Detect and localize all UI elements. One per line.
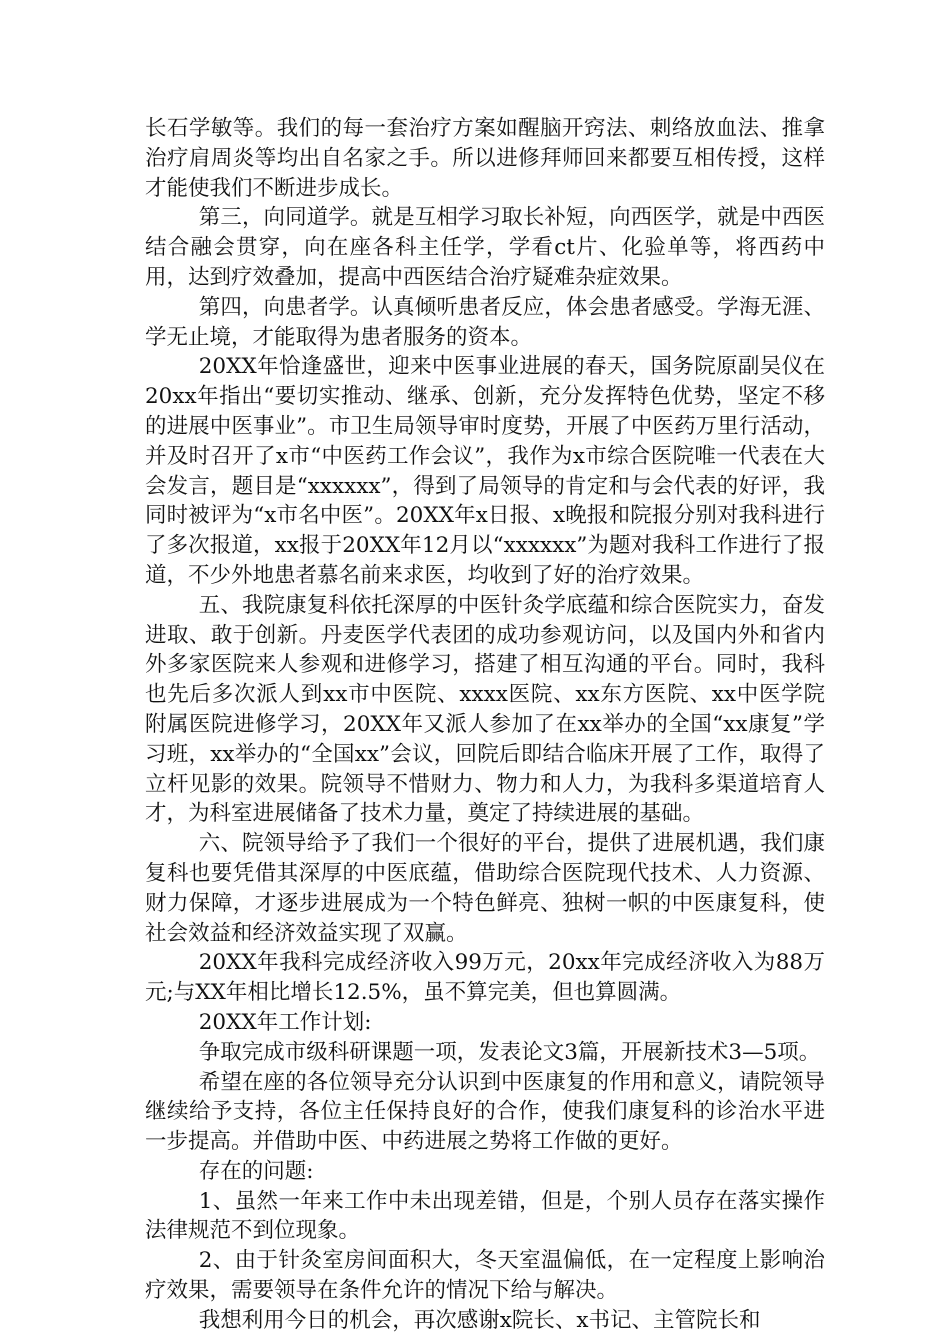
paragraph-fourth-point: 第四，向患者学。认真倾听患者反应，体会患者感受。学海无涯、学无止境，才能取得为患者服务的资本。 — [145, 294, 825, 350]
paragraph-third-point: 第三，向同道学。就是互相学习取长补短，向西医学，就是中西医结合融会贯穿，向在座各科主任学，学看ct片、化验单等，将西药中用，达到疗效叠加，提高中西医结合治疗疑难杂症效果。 — [145, 205, 825, 290]
heading-problems: 存在的问题: — [198, 1158, 314, 1184]
paragraph-year-review: 20XX年恰逢盛世，迎来中医事业进展的春天，国务院原副吴仪在20xx年指出“要切实推动、继承、创新，充分发挥特色优势，坚定不移的进展中医事业”。市卫生局领导审时度势，开展了中医药万里行活动，并及时召开了x市“中医药工作会议”，我作为x市综合医院唯一代表在大会发言，题目是“xxxxxx”，得到了局领导的肯定和与会代表的好评，我同时被评为“x市名中医”。20XX年x日报、x晚报和院报分别对我科进行了多次报道，xx报于20XX年12月以“xxxxxx”为题对我科工作进行了报道，不少外地患者慕名前来求医，均收到了好的治疗效果。 — [145, 354, 825, 588]
paragraph-section-six: 六、院领导给予了我们一个很好的平台，提供了进展机遇，我们康复科也要凭借其深厚的中医底蕴，借助综合医院现代技术、人力资源、财力保障，才逐步进展成为一个特色鲜亮、独树一帜的中医康复科，使社会效益和经济效益实现了双赢。 — [145, 831, 825, 946]
document-body — [145, 114, 825, 1336]
paragraph-work-plan: 争取完成市级科研课题一项，发表论文3篇，开展新技术3—5项。 — [198, 1039, 821, 1065]
paragraph-thanks: 我想利用今日的机会，再次感谢x院长、x书记、主管院长和 — [198, 1307, 761, 1333]
paragraph-section-five: 五、我院康复科依托深厚的中医针灸学底蕴和综合医院实力，奋发进取、敢于创新。丹麦医学代表团的成功参观访问，以及国内外和省内外多家医院来人参观和进修学习，搭建了相互沟通的平台。同时，我科也先后多次派人到xx市中医院、xxxx医院、xx东方医院、xx中医学院附属医院进修学习，20XX年又派人参加了在xx举办的全国“xx康复”学习班，xx举办的“全国xx”会议，回院后即结合临床开展了工作，取得了立杆见影的效果。院领导不惜财力、物力和人力，为我科多渠道培育人才，为科室进展储备了技术力量，奠定了持续进展的基础。 — [145, 592, 825, 827]
paragraph-problem-1: 1、虽然一年来工作中未出现差错，但是，个别人员存在落实操作法律规范不到位现象。 — [145, 1188, 825, 1244]
paragraph-continuation: 长石学敏等。我们的每一套治疗方案如醒脑开窍法、刺络放血法、推拿治疗肩周炎等均出自名家之手。所以进修拜师回来都要互相传授，这样才能使我们不断进步成长。 — [145, 116, 825, 201]
paragraph-economic-income: 20XX年我科完成经济收入99万元，20xx年完成经济收入为88万元;与XX年相比增长12.5%，虽不算完美，但也算圆满。 — [145, 950, 825, 1006]
paragraph-problem-2: 2、由于针灸室房间面积大，冬天室温偏低，在一定程度上影响治疗效果，需要领导在条件允许的情况下给与解决。 — [145, 1248, 825, 1304]
heading-work-plan: 20XX年工作计划: — [198, 1009, 372, 1035]
paragraph-hope: 希望在座的各位领导充分认识到中医康复的作用和意义，请院领导继续给予支持，各位主任保持良好的合作，使我们康复科的诊治水平进一步提高。并借助中医、中药进展之势将工作做的更好。 — [145, 1069, 825, 1155]
